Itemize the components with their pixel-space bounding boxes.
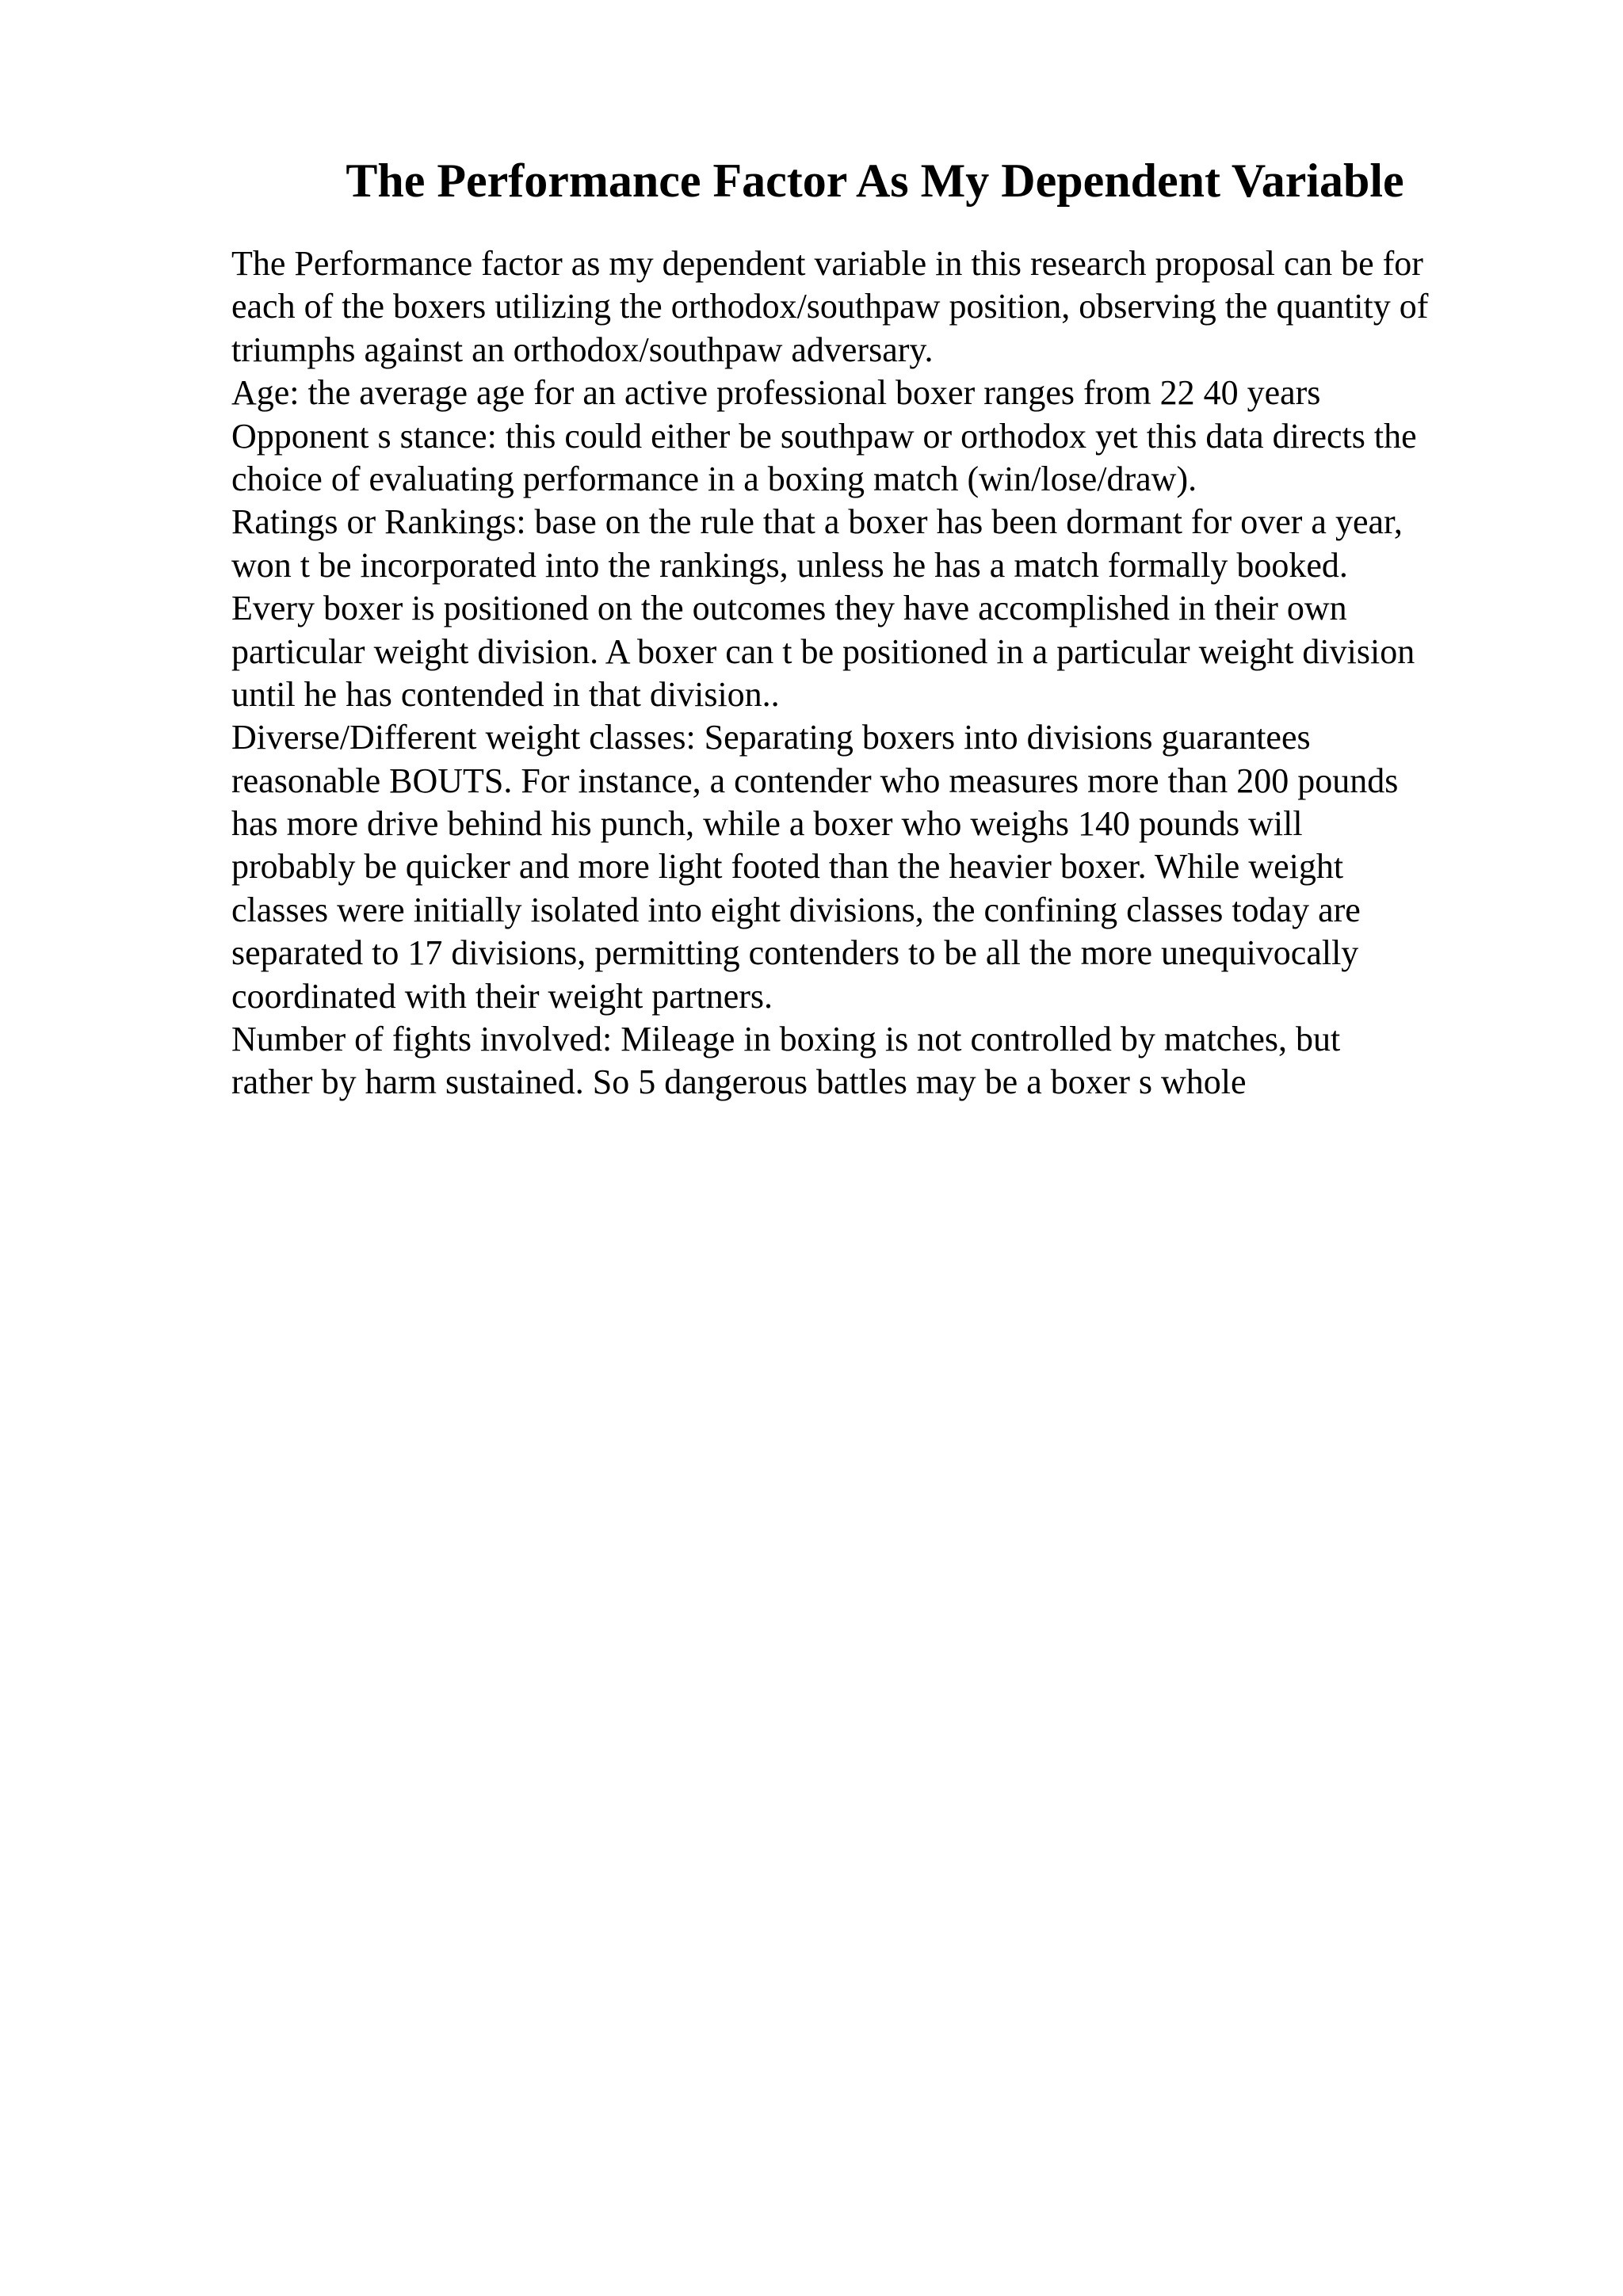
text-line: reasonable BOUTS. For instance, a contender who measures more than 200 pounds [231,761,1399,800]
text-line: choice of evaluating performance in a boxing match (win/lose/draw). [231,459,1197,498]
page-title: The Performance Factor As My Dependent Variable [346,154,1404,207]
text-line: probably be quicker and more light footed than the heavier boxer. While weight [231,847,1344,887]
text-line: Opponent s stance: this could either be southpaw or orthodox yet this data directs the [231,416,1417,456]
text-line: Diverse/Different weight classes: Separating boxers into divisions guarantees [231,718,1311,757]
text-line: Age: the average age for an active professional boxer ranges from 22 40 years [231,373,1321,413]
text-line: particular weight division. A boxer can t be positioned in a particular weight division [231,631,1415,671]
text-line: The Performance factor as my dependent variable in this research proposal can be for [231,244,1423,283]
text-line: has more drive behind his punch, while a boxer who weighs 140 pounds will [231,804,1303,844]
text-line: won t be incorporated into the rankings, unless he has a match formally booked. [231,545,1348,585]
text-line: Every boxer is positioned on the outcomes they have accomplished in their own [231,589,1347,628]
text-line: Number of fights involved: Mileage in boxing is not controlled by matches, but [231,1020,1341,1059]
text-line: classes were initially isolated into eight divisions, the confining classes today are [231,890,1361,929]
text-line: each of the boxers utilizing the orthodox/southpaw position, observing the quantity of [231,287,1429,326]
text-line: triumphs against an orthodox/southpaw adversary. [231,330,934,369]
text-line: coordinated with their weight partners. [231,976,773,1016]
text-line: separated to 17 divisions, permitting contenders to be all the more unequivocally [231,933,1359,973]
body-text [231,242,1515,1104]
text-line: until he has contended in that division.. [231,674,780,714]
text-line: Ratings or Rankings: base on the rule that a boxer has been dormant for over a year, [231,502,1403,542]
text-line: rather by harm sustained. So 5 dangerous battles may be a boxer s whole [231,1062,1247,1102]
